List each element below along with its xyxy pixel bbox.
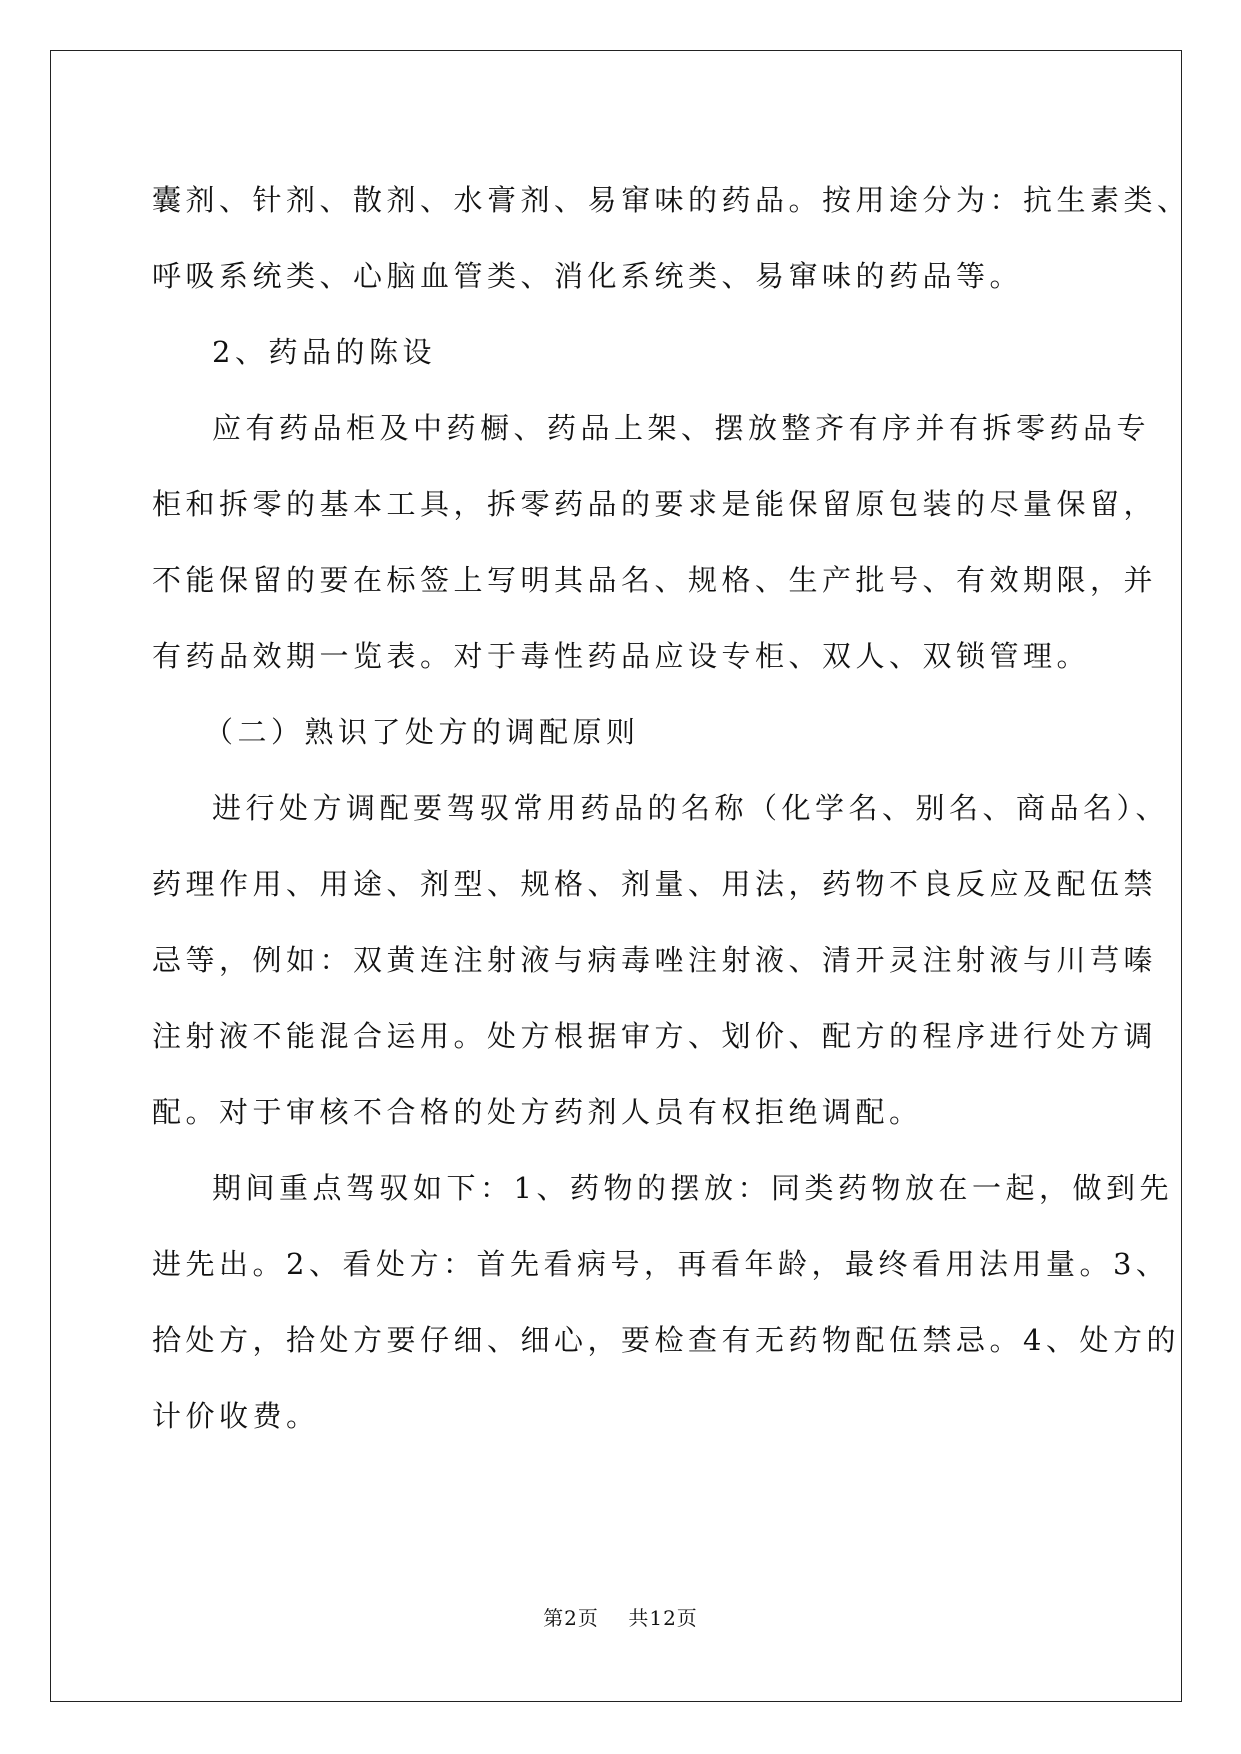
page-number-footer: 第2页 共12页	[543, 1606, 698, 1630]
body-line: 不能保留的要在标签上写明其品名、规格、生产批号、有效期限，并	[152, 563, 1158, 597]
body-line: 进行处方调配要驾驭常用药品的名称（化学名、别名、商品名）、	[212, 791, 1170, 825]
section-heading: 2、药品的陈设	[212, 335, 436, 369]
body-line: 药理作用、用途、剂型、规格、剂量、用法，药物不良反应及配伍禁	[152, 867, 1158, 901]
body-line: 配。对于审核不合格的处方药剂人员有权拒绝调配。	[152, 1095, 923, 1129]
body-line: 囊剂、针剂、散剂、水膏剂、易窜味的药品。按用途分为：抗生素类、	[152, 183, 1191, 217]
body-line: 忌等，例如：双黄连注射液与病毒唑注射液、清开灵注射液与川芎嗪	[152, 943, 1158, 977]
body-line: 进先出。2、看处方：首先看病号，再看年龄，最终看用法用量。3、	[152, 1247, 1170, 1281]
section-heading: （二）熟识了处方的调配原则	[204, 715, 640, 749]
body-line: 柜和拆零的基本工具，拆零药品的要求是能保留原包装的尽量保留，	[152, 487, 1158, 521]
body-line: 拾处方，拾处方要仔细、细心，要检查有无药物配伍禁忌。4、处方的	[152, 1323, 1180, 1357]
document-body	[152, 162, 1191, 1454]
body-line: 注射液不能混合运用。处方根据审方、划价、配方的程序进行处方调	[152, 1019, 1158, 1053]
body-line: 期间重点驾驭如下：1、药物的摆放：同类药物放在一起，做到先	[212, 1171, 1173, 1205]
body-line: 计价收费。	[152, 1399, 320, 1433]
body-line: 应有药品柜及中药橱、药品上架、摆放整齐有序并有拆零药品专	[212, 411, 1151, 445]
body-line: 有药品效期一览表。对于毒性药品应设专柜、双人、双锁管理。	[152, 639, 1091, 673]
body-line: 呼吸系统类、心脑血管类、消化系统类、易窜味的药品等。	[152, 259, 1024, 293]
